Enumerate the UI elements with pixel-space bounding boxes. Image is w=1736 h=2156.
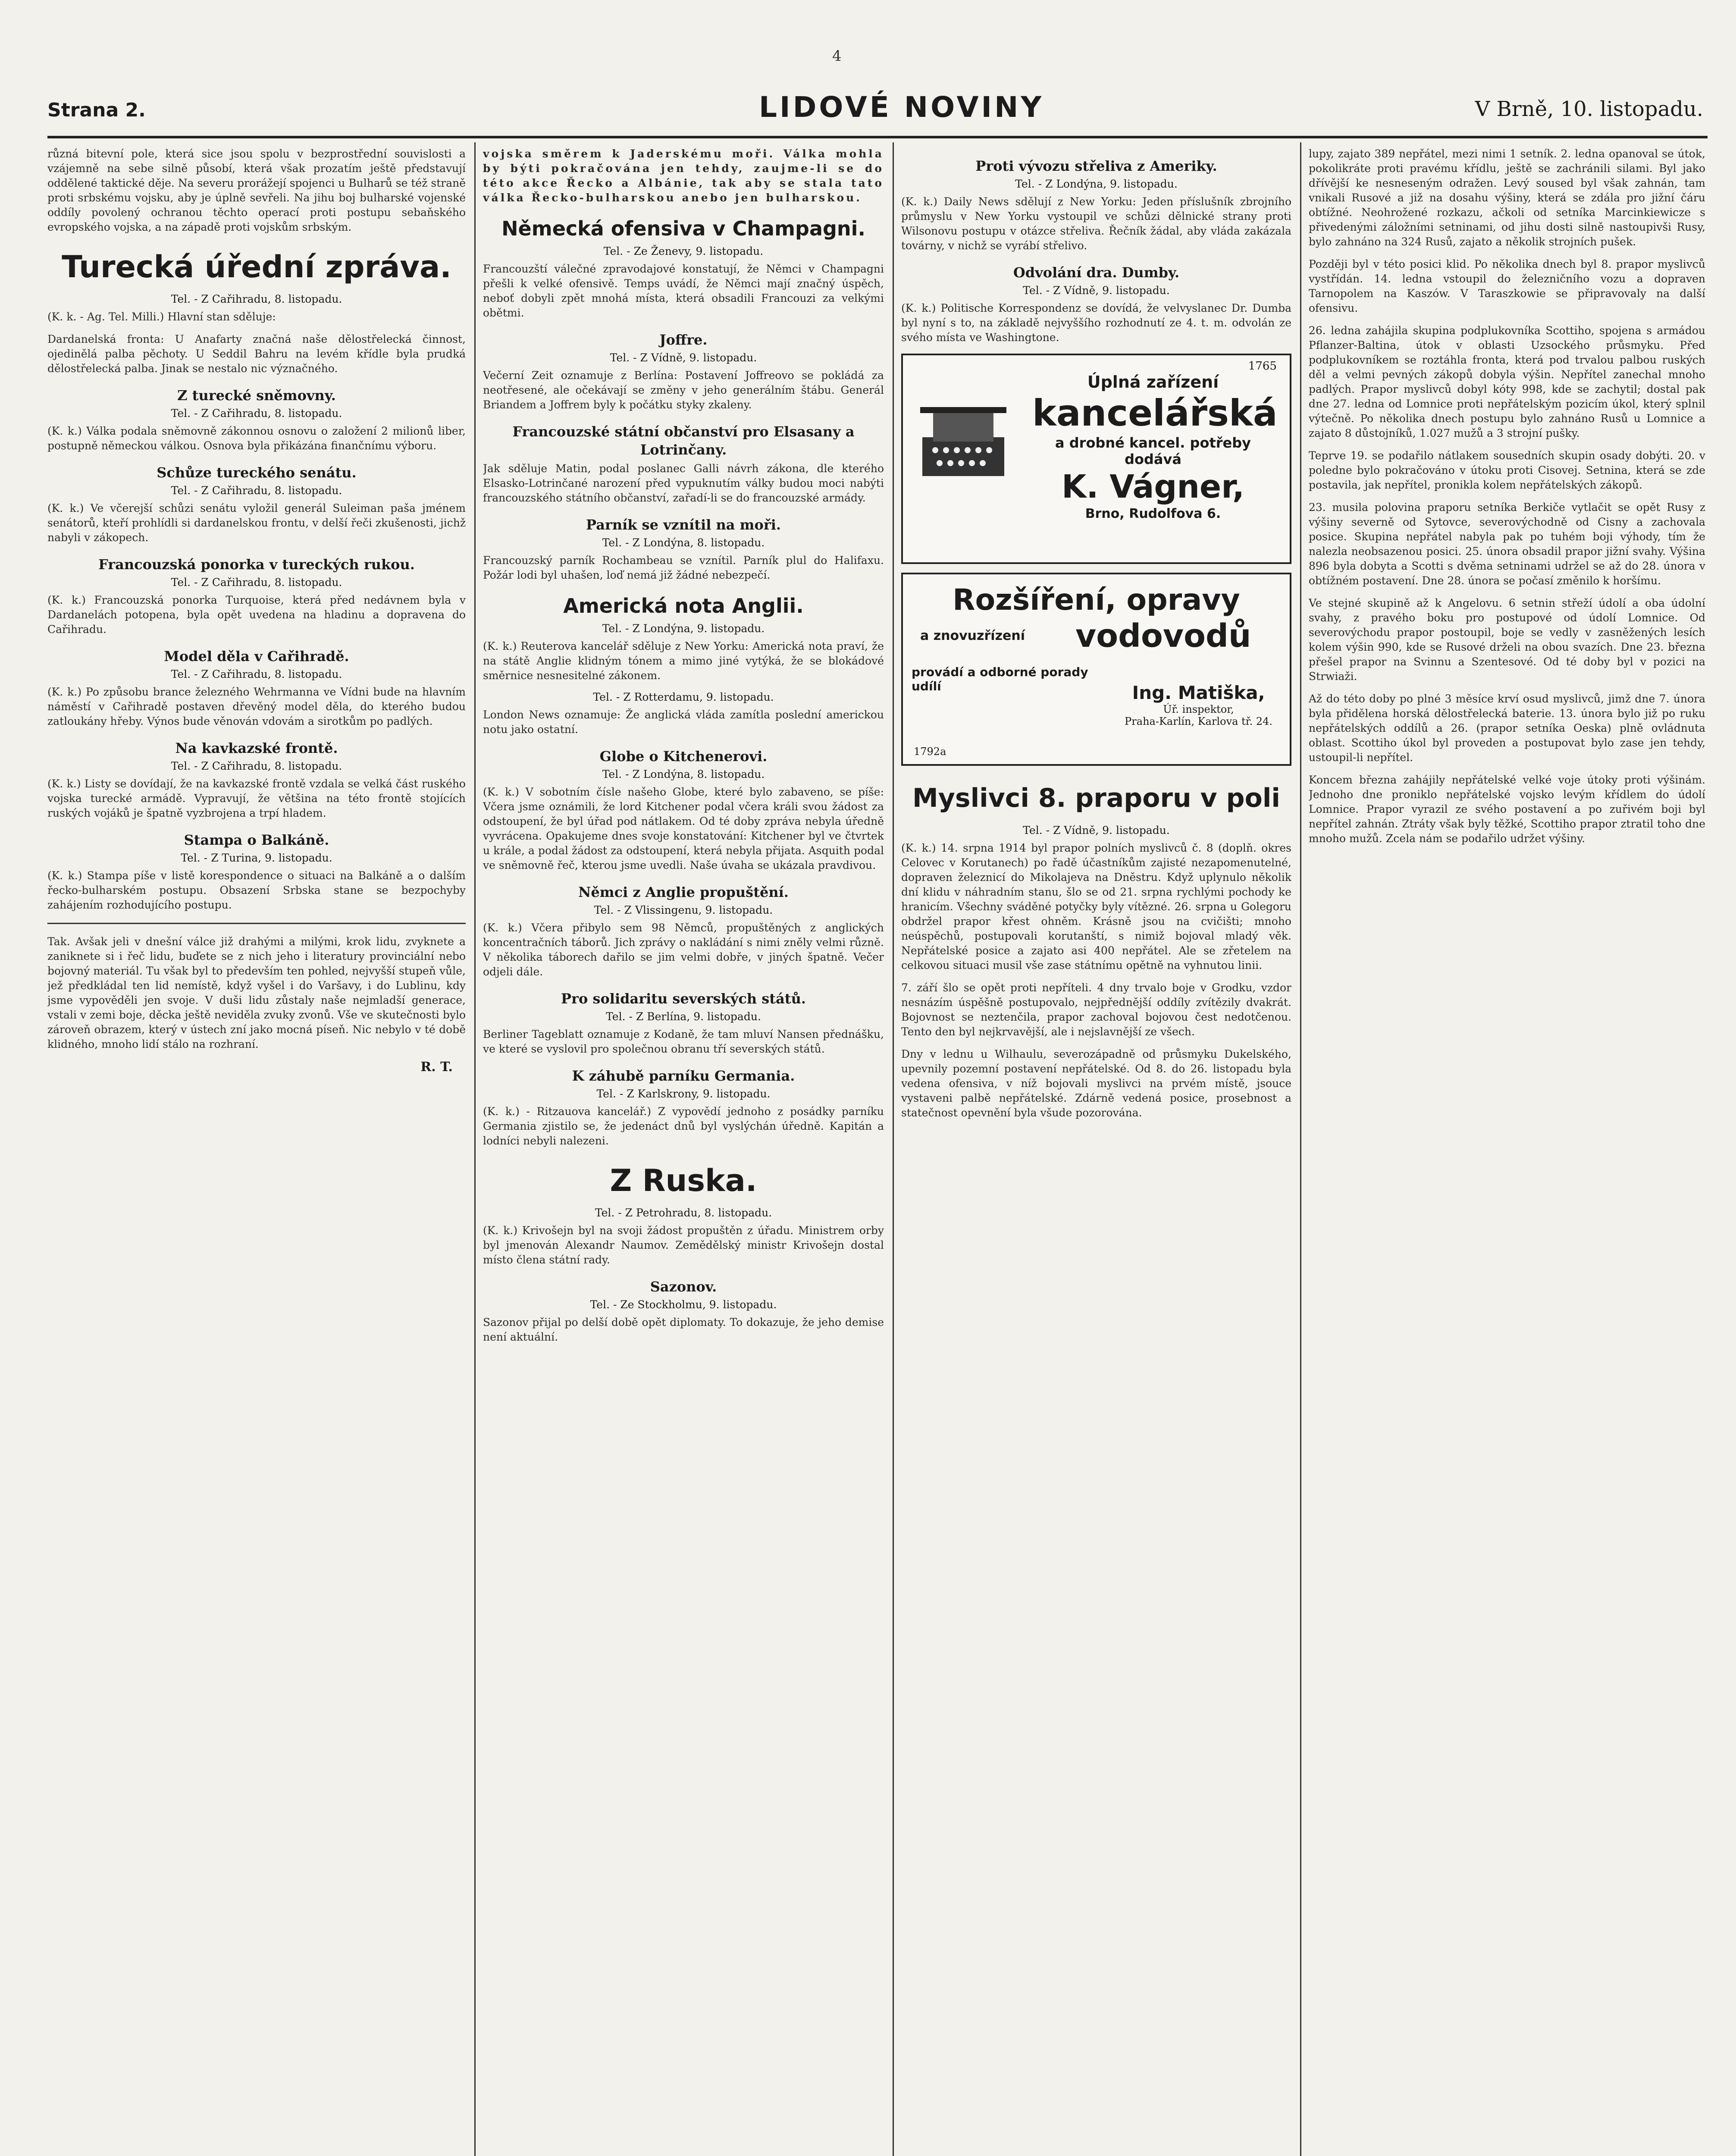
subheading: Schůze tureckého senátu.: [157, 464, 357, 481]
article-text: (K. k.) 14. srpna 1914 byl prapor polních myslivců č. 8 (doplň. okres Celovec v Korutanech) po řadě účastníkům zajisté nezapomenutelné, dopraven železnicí do Mikolajeva na Dněstru. Když uplynulo několik dní klidu v náhradním stanu, šlo se od 21. srpna rychlými pochody ke hranicím. Všechny sváděné potyčky byly vítězné. 26. srpna u Golegoru obdržel prapor křest ohněm. Krásně jsou na cvičišti; mnoho neúspěchů, postupovali korutanští, s nimiž bojoval mladý věk. Nepřátelské posice a zajato asi 400 nepřátel. Ale se zřetelem na celkovou situaci musil vše zase státnímu opětně na vyhnutou linii.: [901, 842, 1291, 971]
dateline: Tel. - Ze Stockholmu, 9. listopadu.: [590, 1298, 777, 1311]
column-divider: [1300, 142, 1301, 2156]
dateline: Tel. - Z Cařihradu, 8. listopadu.: [171, 668, 342, 680]
column-3: [901, 147, 1291, 2156]
headline: Americká nota Anglii.: [563, 594, 804, 617]
article-text: (K. k.) Daily News sdělují z New Yorku: Jeden příslušník zbrojního průmyslu v New Yorku vystoupil ve schůzi dělnické strany proti Wilsonovu postupu v otázce střeliva. Řečník žádal, aby vláda zakázala továrny, v nichž se vyrábí střelivo.: [901, 195, 1291, 252]
column-1: [47, 147, 466, 2156]
article-text: Teprve 19. se podařilo nátlakem sousedních skupin osady dobýti. 20. v poledne bylo pokračováno v útoku proti Cisovej. Setnina, která se zde postavila, jak nepřítel, pronikla kolem nepřátelských zákopů.: [1309, 449, 1705, 491]
article-text: (K. k.) Krivošejn byl na svoji žádost propuštěn z úřadu. Ministrem orby byl jmenován Alexandr Naumov. Zemědělský ministr Krivošejn dostal místo člena státní rady.: [483, 1224, 884, 1266]
dateline: Tel. - Z Cařihradu, 8. listopadu.: [171, 407, 342, 420]
signature: R. T.: [420, 1059, 453, 1075]
article-text: London News oznamuje: Že anglická vláda zamítla poslední americkou notu jako ostatní.: [483, 708, 884, 736]
article-text: (K. k.) Listy se dovídají, že na kavkazské frontě vzdala se velká část ruského vojska turecké armádě. Vypravují, že většina na této frontě stojících ruských vojáků je špatně vyzbrojena a trpí hladem.: [47, 777, 466, 819]
ad-name: K. Vágner,: [1062, 468, 1244, 505]
dateline: Tel. - Z Vídně, 9. listopadu.: [1023, 824, 1170, 837]
subheading: Globe o Kitchenerovi.: [599, 748, 768, 765]
headline: Německá ofensiva v Champagni.: [501, 217, 865, 240]
column-divider: [893, 142, 894, 2156]
dateline: Tel. - Z Cařihradu, 8. listopadu.: [171, 484, 342, 497]
dateline: Tel. - Z Cařihradu, 8. listopadu.: [171, 760, 342, 772]
article-text: (K. k.) - Ritzauova kancelář.) Z vypovědí jednoho z posádky parníku Germania zjistilo se, že jedenáct dnů byl vyslýchán úředně. Kapitán a lodníci nebyli nalezeni.: [483, 1105, 884, 1147]
article-text: 26. ledna zahájila skupina podplukovníka Scottiho, spojena s armádou Pflanzer-Baltina, útok v oblasti Uzsockého průsmyku. Před podplukovníkem se roztáhla fronta, která pod trvalou palbou ruských děl a velmi pevných zákopů dobyla výšin. Nepřítel zanechal mnoho padlých. Prapor myslivců dobyl kóty 998, kde se zachytil; dostal pak dne 27. ledna od Lomnice proti nepřátelským pozicím úkol, který splnil výtečně. Po několika dnech postupu bylo zahnáno Rusů u Lomnice a zajato 8 důstojníků, 1.027 mužů a 3 strojní pušky.: [1309, 324, 1705, 439]
article-text: Později byl v této posici klid. Po několika dnech byl 8. prapor myslivců vystřídán. 14. ledna vstoupil do železničního vozu a dopraven Tarnopolem na Kaszów. V Taraszkowie se připravovaly na další ofensivu.: [1309, 258, 1705, 314]
subheading: Stampa o Balkáně.: [184, 832, 329, 848]
page-label: Strana 2.: [47, 99, 146, 121]
dateline: Tel. - Z Cařihradu, 8. listopadu.: [171, 293, 342, 305]
ad-number: 1792a: [914, 746, 946, 758]
article-text: (K. k.) Francouzská ponorka Turquoise, která před nedávnem byla v Dardanelách potopena, byla opět uvedena na hladinu a dopravena do Cařihradu.: [47, 594, 466, 636]
subheading: Francouzská ponorka v tureckých rukou.: [98, 556, 415, 573]
article-text: (K. k.) Válka podala sněmovně zákonnou osnovu o založení 2 milionů liber, postupně německou válkou. Osnova byla přikázána finančnímu výboru.: [47, 425, 466, 452]
ad-line: a drobné kancel. potřeby dodává: [1055, 435, 1251, 467]
advertisement-water-works: [901, 573, 1291, 766]
dateline: Tel. - Ze Ženevy, 9. listopadu.: [603, 245, 764, 257]
column-4: [1309, 147, 1705, 2156]
subheading: Parník se vznítil na moři.: [586, 517, 781, 533]
dateline: Tel. - Z Karlskrony, 9. listopadu.: [596, 1087, 771, 1100]
article-intro: (K. k. - Ag. Tel. Milli.) Hlavní stan sděluje:: [47, 310, 276, 323]
article-text: Dny v lednu u Wilhaulu, severozápadně od průsmyku Dukelského, upevnily pozemní postavení nepřátelské. Od 8. do 26. listopadu byla vedena ofensiva, v níž bojovali myslivci na prvém místě, jsouce vystaveni palbě nepřátelské. Zdárně vedená posice, prosebnost a statečnost opevnění byla všude pozorována.: [901, 1048, 1291, 1119]
dateline: Tel. - Z Vídně, 9. listopadu.: [610, 351, 757, 364]
headline: Z Ruska.: [610, 1163, 757, 1198]
lead-text: různá bitevní pole, která sice jsou spolu v bezprostřední souvislosti a vzájemně na sebe silně působí, která však prozatím ještě představují oddělené taktické děje. Na severu prorážejí spojenci u Bulharů se též straně proti srbskému vojsku, aby je úplně sevřeli. Na jihu boj bulharské vojenské oddíly povolený ochranou těchto operací proti postupu sebaňského evropského vojska, a na západě proti vojskům srbským.: [47, 147, 466, 233]
article-text: (K. k.) Ve včerejší schůzi senátu vyložil generál Suleiman paša jménem senátorů, kteří prohlídli si dardanelskou frontu, v delší řeči zkušenosti, jichž nabyli v zákopech.: [47, 502, 466, 544]
article-text: (K. k.) Politische Korrespondenz se dovídá, že velvyslanec Dr. Dumba byl nyní s to, na základě nejvyššího rozhodnutí ze 4. t. m. odvolán ze svého místa ve Washingtone.: [901, 302, 1291, 344]
top-mark: 4: [832, 47, 842, 65]
article-text: Francouzští válečné zpravodajové konstatují, že Němci v Champagni přešli k velké ofensivě. Temps uvádí, že Němci mají značný úspěch, neboť dobyli zpět mnohá místa, která obsadili Francouzi za velkými obětmi.: [483, 263, 884, 319]
ad-line: kancelářská: [1032, 392, 1278, 434]
article-text: 23. musila polovina praporu setníka Berkiče vytlačit se opět Rusy z výšiny severně od Sytovce, severovýchodně od Cisny a zachovala posice. Skupina nepřátel nabyla pak po tuhém boji výhody, tím že nalezla neobsazenou posici. 25. února obsadil prapor jižní svahy. Výšina 896 byla dobyta a Scotti s dvěma setninami udržel se až do 28. února v obtížném postavení. Dne 28. února se počasí změnilo k horšímu.: [1309, 501, 1705, 587]
dateline: Tel. - Z Vlissingenu, 9. listopadu.: [594, 904, 773, 916]
subheading: Pro solidaritu severských států.: [561, 990, 806, 1007]
dateline: Tel. - Z Vídně, 9. listopadu.: [1023, 284, 1170, 297]
ad-line: Úplná zařízení: [1087, 373, 1219, 392]
article-text: 7. září šlo se opět proti nepříteli. 4 dny trvalo boje v Grodku, vzdor nesnázím úspěšně postupovalo, nejpřednější oddíly zvítězily dvakrát. Bojovnost se neztenčila, prapor zachoval bojovou čest nedotčenou. Tento den byl nejkrvavější, ale i nejslavnější ze všech.: [901, 981, 1291, 1038]
paper-name: LIDOVÉ NOVINY: [759, 91, 1044, 124]
headline-turkish-report: Turecká úřední zpráva.: [62, 249, 451, 285]
dateline: Tel. - Z Londýna, 9. listopadu.: [602, 622, 765, 635]
ad-address: Brno, Rudolfova 6.: [1085, 506, 1221, 521]
ad-address: Praha-Karlín, Karlova tř. 24.: [1125, 715, 1272, 727]
dateline: Tel. - Z Rotterdamu, 9. listopadu.: [593, 691, 774, 703]
typewriter-icon: [914, 390, 1013, 489]
article-text: Večerní Zeit oznamuje z Berlína: Postavení Joffreovo se pokládá za neotřesené, ale očekávají se změny v jeho generálním štábu. Generál Briandem a Joffrem byly k počátku styky zkaleny.: [483, 369, 884, 411]
ad-line: provádí a odborné porady udílí: [912, 665, 1088, 693]
article-text: (K. k.) Včera přibylo sem 98 Němců, propuštěných z anglických koncentračních táborů. Jich zprávy o nakládání s nimi zněly velmi různě. V několika táborech dařilo se jim velmi dobře, v jiných špatně. Večer odjeli dále.: [483, 921, 884, 978]
feuilleton-text: Tak. Avšak jeli v dnešní válce již drahými a milými, krok lidu, zvyknete a zaniknete si i řeč lidu, buďete se z nich jeho i literatury provinciální nebo bojovný materiál. Tu však byl to především ten pohled, nejvyšší stupeň vůle, jež předkládal ten lid nemístě, když vyšel i do Varšavy, i do Lublinu, kdy jsme vypověděli jen svoje. V duši lidu zůstaly naše nejmladší generace, vstali v zemi boje, děcka ještě neviděla zvuky zvonů. Vše ve skutečnosti bylo zároveň obrazem, který v ústech zní jako mocná píseň. Nic nebylo v té době klidného, mnoho lidí stálo na rozhraní.: [47, 935, 466, 1050]
subheading: Sazonov.: [650, 1279, 717, 1295]
subheading: Joffre.: [659, 332, 708, 348]
ad-name: Ing. Matiška,: [1132, 682, 1265, 703]
ad-line: vodovodů: [1075, 617, 1251, 655]
header-rule: [47, 136, 1708, 138]
article-text: Berliner Tageblatt oznamuje z Kodaně, že tam mluví Nansen přednášku, ve které se vyslovil pro společnou obranu tří severských států.: [483, 1028, 884, 1055]
newspaper-page: [47, 39, 1708, 2156]
article-text: Ve stejné skupině až k Angelovu. 6 setnin střeží údolí a oba údolní svahy, z pravého boku pro postupové od údolí Lomnice. Od severovýchodu prapor postoupil, boje se vedly v zasněžených lesích kolem výšin 990, kde se Rusové drželi na obou svazích. Dne 23. března přešel prapor na Svinnu a Szentesové. Od té doby byl v pozici na Strwiaži.: [1309, 597, 1705, 683]
subheading: Z turecké sněmovny.: [177, 387, 336, 404]
article-text: (K. k.) Reuterova kancelář sděluje z New Yorku: Americká nota praví, že na státě Anglie klidným tónem a mimo jiné vytýká, že se blokádové směrnice nesnesitelné zákonem.: [483, 640, 884, 682]
subheading: Model děla v Cařihradě.: [164, 648, 349, 664]
advertisement-office-supplies: [901, 354, 1291, 564]
dateline: Tel. - Z Londýna, 9. listopadu.: [1015, 178, 1178, 190]
lead-text: vojska směrem k Jaderskému moři. Válka mohla by býti pokračována jen tehdy, zaujme-li se do této akce Řecko a Albánie, tak aby se stala tato válka Řecko-bulharskou anebo jen bulharskou.: [483, 147, 884, 204]
dateline: Tel. - Z Londýna, 8. listopadu.: [602, 536, 765, 549]
column-2: [483, 147, 884, 2156]
ad-sub: Úř. inspektor,: [1163, 703, 1234, 715]
subheading: Na kavkazské frontě.: [175, 740, 338, 756]
ad-line: Rozšíření, opravy: [953, 583, 1240, 617]
dateline: Tel. - Z Berlína, 9. listopadu.: [606, 1010, 761, 1023]
subheading: Odvolání dra. Dumby.: [1013, 264, 1180, 281]
dateline: Tel. - Z Petrohradu, 8. listopadu.: [595, 1206, 772, 1219]
article-text: lupy, zajato 389 nepřátel, mezi nimi 1 setník. 2. ledna opanoval se útok, pokolikráte proti pravému křídlu, ještě se zachránili silami. Byl jako dřívější ke nesneseným odražen. Levý soused byl však zahnán, tam vnikali Rusové a již na dosahu výšiny, která se zdála pro jižní čáru obtížné. Neohrožené rozkazu, ačkoli od setníka Marcinkiewicze s přivedenými záložními setninami, od jihu dosti silně nastoupivši Rusy, bylo zahnáno na 324 Rusů, zajato a několik strojních pušek.: [1309, 147, 1705, 248]
feuilleton-rule: [47, 923, 466, 924]
article-text: Francouzský parník Rochambeau se vznítil. Parník plul do Halifaxu. Požár lodi byl uhašen, loď nemá již žádné nebezpečí.: [483, 554, 884, 581]
subheading: K záhubě parníku Germania.: [572, 1068, 795, 1084]
subheading: Francouzské státní občanství pro Elsasany a Lotrinčany.: [512, 423, 855, 458]
article-text: (K. k.) V sobotním čísle našeho Globe, které bylo zabaveno, se píše: Včera jsme oznámili, že lord Kitchener podal včera králi svou žádost za odstoupení, že byl úřad pod nátlakem. Od té doby zpráva nebyla úředně vyvrácena. Opakujeme dnes svoje konstatování: Kitchener byl ve čtvrtek u krále, a podal žádost za odstoupení, která nebyla přijata. Asquith podal ve sněmovně řeč, kterou jsme uvedli. Naše úvaha se ukázala pravdivou.: [483, 786, 884, 871]
article-text: Koncem března zahájily nepřátelské velké voje útoky proti výšinám. Jednoho dne proniklo nepřátelské vojsko levým křídlem do údolí Lomnice. Prapor vyrazil ze svého postavení a po zuřivém boji byl nepřítel zahnán. Ztráty však byly těžké, Scottiho prapor ztratil toho dne mnoho mužů. Zcela nám se podařilo udržet výšiny.: [1309, 774, 1705, 845]
article-text: Sazonov přijal po delší době opět diplomaty. To dokazuje, že jeho demise není aktuální.: [483, 1316, 884, 1343]
dateline: Tel. - Z Cařihradu, 8. listopadu.: [171, 576, 342, 589]
masthead: [47, 91, 1708, 134]
column-divider: [474, 142, 476, 2156]
subheading: Proti vývozu střeliva z Ameriky.: [975, 158, 1217, 174]
article-text: Jak sděluje Matin, podal poslanec Galli návrh zákona, dle kterého Elsasko-Lotrinčané narození před vypuknutím války budou moci nabýti francouzského státního občanství, zařadí-li se do francouzské armády.: [483, 462, 884, 504]
article-text: (K. k.) Stampa píše v listě korespondence o situaci na Balkáně a o dalším řecko-bulharském postupu. Obsazení Srbska stane se bezpochyby zahájením rozhodujícího postupu.: [47, 869, 466, 911]
headline: Myslivci 8. praporu v poli: [912, 783, 1280, 813]
ad-number: 1765: [1248, 360, 1277, 373]
subheading: Němci z Anglie propuštění.: [578, 884, 789, 900]
place-date: V Brně, 10. listopadu.: [1475, 97, 1703, 121]
article-text: Dardanelská fronta: U Anafarty značná naše dělostřelecká činnost, ojedinělá palba pěchoty. U Seddil Bahru na levém křídle byla prudká dělostřelecká palba. Jinak se nestalo nic význačného.: [47, 333, 466, 375]
article-text: Až do této doby po plné 3 měsíce krví osud myslivců, jimž dne 7. února byla přidělena horská dělostřelecká baterie. 13. února bylo již po ruku nepřátelských oddílů a 26. (prapor setníka Oeska) plně ovládnuta oblast. Scottiho úkol byl proveden a postupovat bylo zase jen tehdy, ustoupil-li nepřítel.: [1309, 693, 1705, 764]
dateline: Tel. - Z Londýna, 8. listopadu.: [602, 768, 765, 780]
ad-line: a znovuzřízení: [920, 628, 1025, 643]
dateline: Tel. - Z Turina, 9. listopadu.: [181, 852, 332, 864]
article-text: (K. k.) Po způsobu brance železného Wehrmanna ve Vídni bude na hlavním náměstí v Cařihradě postaven dřevěný model děla, do kterého budou zatloukány hřeby. Výnos bude věnován vdovám a sirotkům po padlých.: [47, 686, 466, 727]
